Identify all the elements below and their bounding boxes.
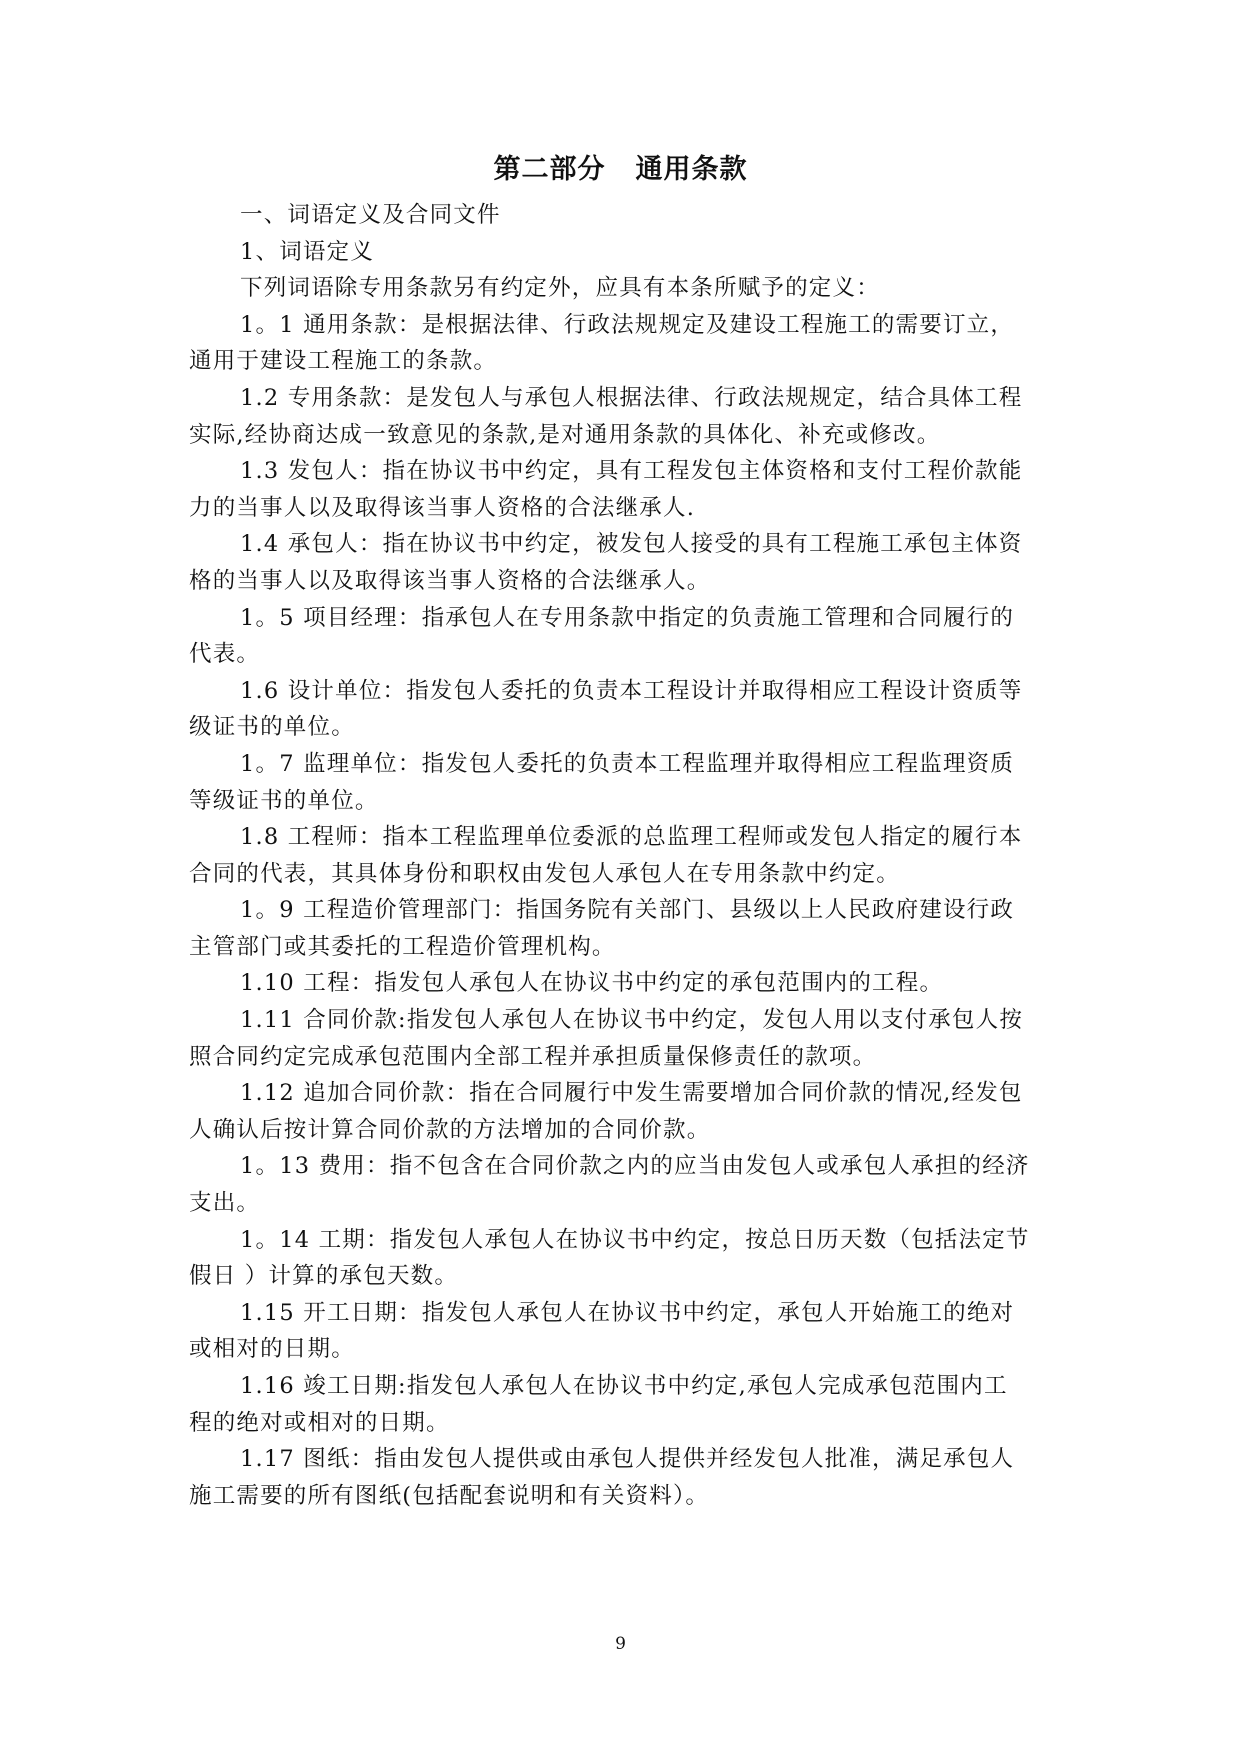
text-line: 1。5 项目经理：指承包人在专用条款中指定的负责施工管理和合同履行的 xyxy=(240,604,1015,631)
title-part: 第二部分 xyxy=(493,154,606,185)
text-line: 1.16 竣工日期:指发包人承包人在协议书中约定,承包人完成承包范围内工 xyxy=(240,1373,1008,1399)
text-line: 主管部门或其委托的工程造价管理机构。 xyxy=(189,933,616,960)
text-line: 实际,经协商达成一致意见的条款,是对通用条款的具体化、补充或修改。 xyxy=(189,421,941,448)
text-line: 格的当事人以及取得该当事人资格的合法继承人。 xyxy=(189,567,711,594)
text-line: 或相对的日期。 xyxy=(189,1336,355,1363)
document-body xyxy=(189,197,1059,1514)
text-line: 1.15 开工日期：指发包人承包人在协议书中约定，承包人开始施工的绝对 xyxy=(240,1299,1015,1326)
text-line: 假日 ）计算的承包天数。 xyxy=(189,1263,459,1290)
text-line: 1.11 合同价款:指发包人承包人在协议书中约定，发包人用以支付承包人按 xyxy=(240,1007,1024,1034)
text-line: 1。13 费用：指不包含在合同价款之内的应当由发包人或承包人承担的经济 xyxy=(240,1153,1030,1180)
text-line: 1。9 工程造价管理部门：指国务院有关部门、县级以上人民政府建设行政 xyxy=(240,897,1015,924)
text-line: 通用于建设工程施工的条款。 xyxy=(189,348,498,375)
text-line: 等级证书的单位。 xyxy=(189,787,379,814)
text-line: 1。14 工期：指发包人承包人在协议书中约定，按总日历天数（包括法定节 xyxy=(240,1226,1030,1253)
text-line: 1.10 工程：指发包人承包人在协议书中约定的承包范围内的工程。 xyxy=(240,970,944,997)
title-name: 通用条款 xyxy=(635,154,748,185)
text-line: 照合同约定完成承包范围内全部工程并承担质量保修责任的款项。 xyxy=(189,1043,877,1070)
text-line: 一、词语定义及合同文件 xyxy=(240,202,501,228)
text-line: 级证书的单位。 xyxy=(189,714,355,741)
text-line: 1、词语定义 xyxy=(240,238,375,265)
text-line: 1.17 图纸：指由发包人提供或由承包人提供并经发包人批准，满足承包人 xyxy=(240,1446,1015,1473)
text-line: 1.8 工程师：指本工程监理单位委派的总监理工程师或发包人指定的履行本 xyxy=(240,824,1023,851)
text-line: 支出。 xyxy=(189,1190,261,1217)
text-line: 下列词语除专用条款另有约定外，应具有本条所赋予的定义： xyxy=(240,275,880,302)
text-line: 1.4 承包人：指在协议书中约定，被发包人接受的具有工程施工承包主体资 xyxy=(240,531,1023,558)
text-line: 代表。 xyxy=(189,641,261,668)
text-line: 1.3 发包人：指在协议书中约定，具有工程发包主体资格和支付工程价款能 xyxy=(240,458,1023,485)
text-line: 1.6 设计单位：指发包人委托的负责本工程设计并取得相应工程设计资质等 xyxy=(240,677,1023,704)
text-line: 1.2 专用条款：是发包人与承包人根据法律、行政法规规定，结合具体工程 xyxy=(240,384,1023,411)
text-line: 人确认后按计算合同价款的方法增加的合同价款。 xyxy=(189,1116,711,1143)
text-line: 力的当事人以及取得该当事人资格的合法继承人. xyxy=(189,494,696,521)
text-line: 施工需要的所有图纸(包括配套说明和有关资料）。 xyxy=(189,1482,710,1509)
text-line: 1.12 追加合同价款：指在合同履行中发生需要增加合同价款的情况,经发包 xyxy=(240,1080,1023,1107)
page-title xyxy=(0,150,1241,190)
text-line: 1。1 通用条款：是根据法律、行政法规规定及建设工程施工的需要订立， xyxy=(240,311,1015,338)
text-line: 合同的代表，其具体身份和职权由发包人承包人在专用条款中约定。 xyxy=(189,860,901,887)
page-number: 9 xyxy=(615,1634,626,1654)
text-line: 1。7 监理单位：指发包人委托的负责本工程监理并取得相应工程监理资质 xyxy=(240,750,1015,777)
text-line: 程的绝对或相对的日期。 xyxy=(189,1409,450,1436)
